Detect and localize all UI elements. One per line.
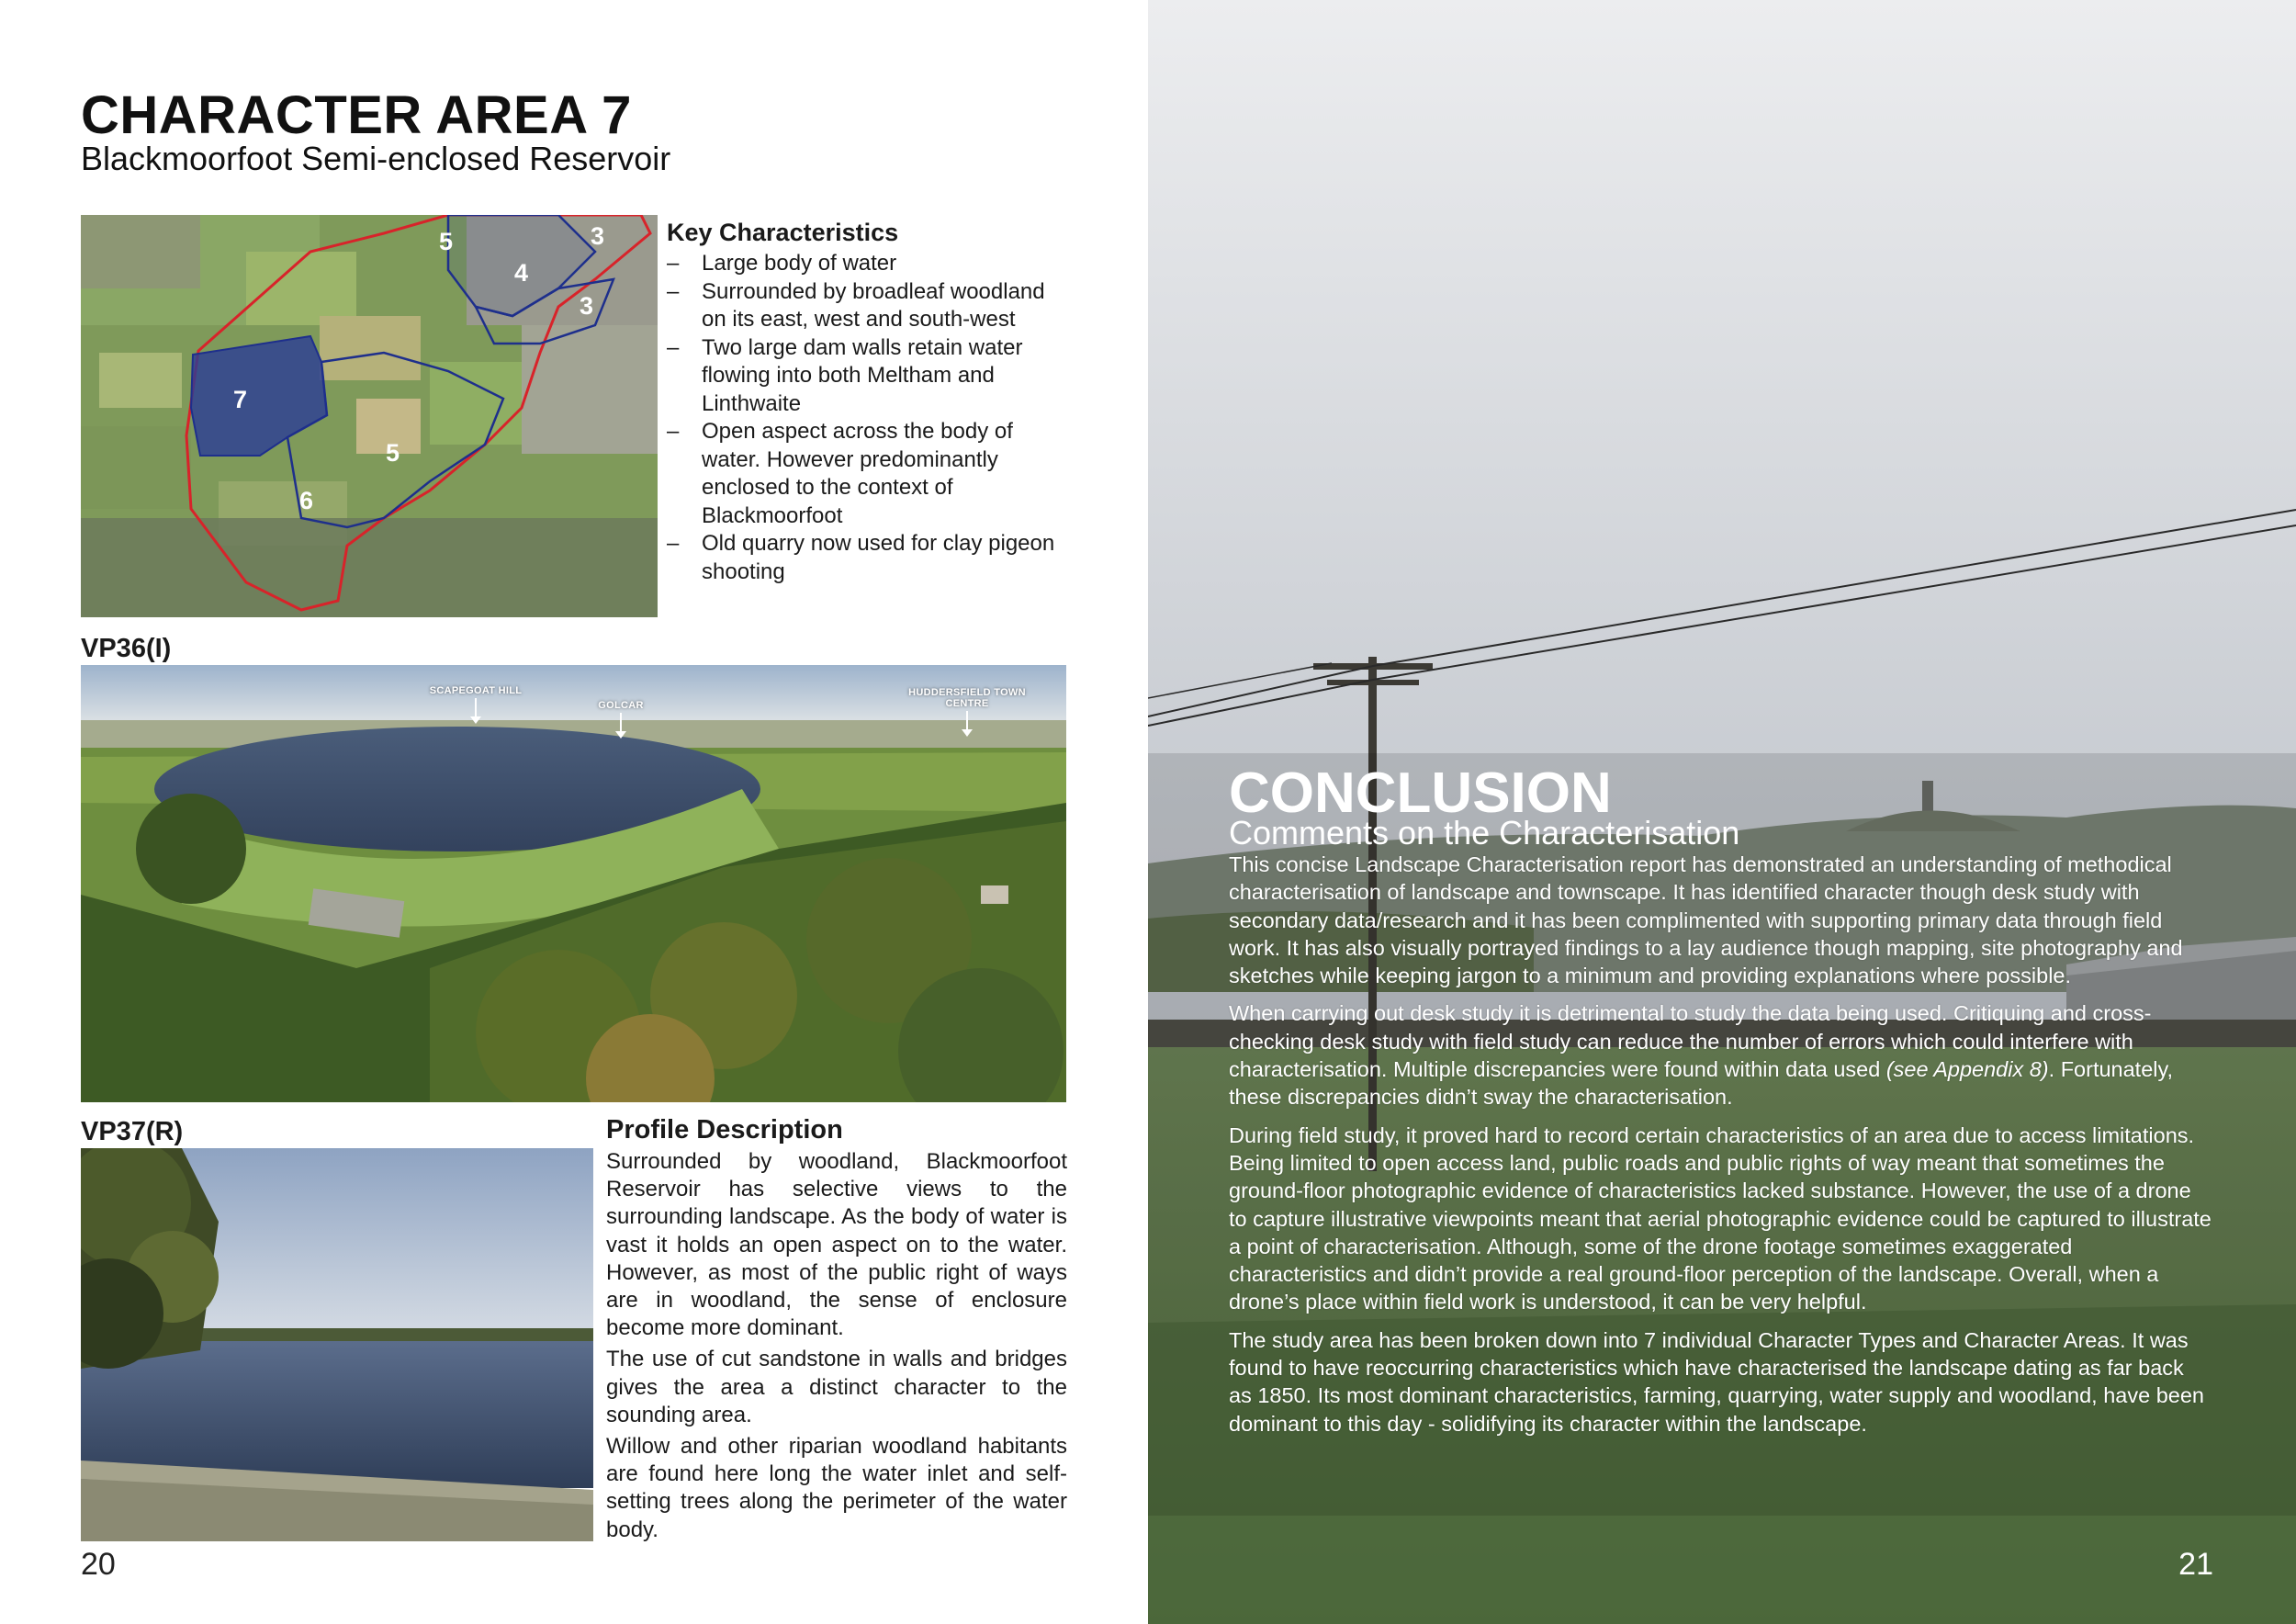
list-item: – Two large dam walls retain water flowing into both Meltham and Linthwaite: [667, 334, 1071, 419]
conclusion-subtitle: Comments on the Characterisation: [1229, 814, 1740, 851]
map-label-5-top: 5: [439, 228, 454, 255]
profile-paragraph: Surrounded by woodland, Blackmoorfoot Reservoir has selective views to the surrounding landscape. As the body of water is vast it holds an open aspect on to the water. However, as most of the public right of ways are in woodland, the sense of enclosure become more dominant.: [606, 1149, 1067, 1341]
conclusion-paragraph: This concise Landscape Characterisation report has demonstrated an understanding of methodical characterisation of landscape and townscape. It has identified character though desk study with secondary data/research and it has been complimented with supporting primary data through field work. It has also visually portrayed findings to a lay audience though mapping, site photography and sketches while keeping jargon to a minimum and providing explanations where possible.: [1229, 852, 2183, 988]
vp36-aerial-photo: [81, 665, 1066, 1102]
profile-description-heading: Profile Description: [606, 1115, 843, 1145]
annotation-label: SCAPEGOAT HILL: [429, 685, 523, 696]
vp37-photo: [81, 1148, 593, 1541]
profile-paragraph: The use of cut sandstone in walls and bridges gives the area a distinct character to the sounding area.: [606, 1347, 1067, 1427]
map-label-6: 6: [299, 487, 314, 514]
conclusion-paragraph: The study area has been broken down into 7 individual Character Types and Character Areas. It was found to have reoccurring characteristics which have characterised the landscape dating as far back as 1850. Its most dominant characteristics, farming, quarrying, water supply and woodland, have been dominant to this day - solidifying its character within the landscape.: [1229, 1327, 2204, 1436]
profile-paragraph: Willow and other riparian woodland habitants are found here long the water inlet and self-setting trees along the perimeter of the water body.: [606, 1434, 1067, 1542]
page-number-left: 20: [81, 1547, 116, 1582]
right-page: [1148, 0, 2296, 1624]
conclusion-title: CONCLUSION: [1229, 761, 1612, 825]
appendix-reference: (see Appendix 8): [1885, 1057, 2049, 1082]
annotation-label: GOLCAR: [598, 700, 644, 711]
down-arrow-icon: [475, 698, 477, 718]
character-area-subtitle: Blackmoorfoot Semi-enclosed Reservoir: [81, 140, 671, 177]
down-arrow-icon: [620, 713, 622, 733]
profile-description-body: [606, 1148, 1067, 1548]
list-item: – Open aspect across the body of water. However predominantly enclosed to the context of Blackmoorfoot: [667, 418, 1071, 530]
map-label-3-mid: 3: [580, 292, 594, 320]
character-area-title: CHARACTER AREA 7: [81, 85, 632, 145]
map-label-7: 7: [233, 386, 248, 413]
key-characteristics-list: [667, 250, 1071, 586]
paragraph-text: When carrying out desk study it is detrimental to study the data being used. Critiquing and cross-checking desk study with field study can reduce the number of errors which could interfere with characterisation. Multiple discrepancies were found within data used: [1229, 1001, 2152, 1082]
list-item: – Old quarry now used for clay pigeon shooting: [667, 530, 1071, 586]
map-label-5-lower: 5: [386, 439, 400, 467]
map-label-4: 4: [514, 259, 529, 287]
vp36-label: VP36(I): [81, 634, 172, 663]
annotation-golcar: [584, 700, 658, 733]
character-area-map: [81, 215, 658, 617]
vp37-label: VP37(R): [81, 1117, 184, 1146]
key-characteristics-heading: Key Characteristics: [667, 219, 899, 246]
paragraph-text: . Fortunately, these discrepancies didn’t sway the characterisation.: [1229, 1057, 2174, 1110]
down-arrow-icon: [966, 711, 968, 731]
conclusion-paragraph: [1229, 999, 2212, 1111]
conclusion-body: [1229, 851, 2212, 1448]
conclusion-paragraph: During field study, it proved hard to record certain characteristics of an area due to access limitations. Being limited to open access land, public roads and public rights of way meant that sometimes the ground-floor photographic evidence of characteristics lacked substance. However, the use of a drone to capture illustrative viewpoints meant that aerial photographic evidence could be captured to illustrate a point of characterisation. Although, some of the drone footage sometimes exaggerated characteristics and didn’t provide a real ground-floor perception of the landscape. Overall, when a drone’s place within field work is understood, it can be very helpful.: [1229, 1122, 2212, 1314]
list-item: – Surrounded by broadleaf woodland on its east, west and south-west: [667, 278, 1071, 334]
page-number-right: 21: [2178, 1547, 2213, 1582]
list-item: – Large body of water: [667, 250, 1071, 278]
annotation-huddersfield: [898, 687, 1036, 731]
map-label-3-top: 3: [591, 222, 605, 250]
annotation-label: HUDDERSFIELD TOWN CENTRE: [908, 687, 1026, 709]
annotation-scapegoat-hill: [421, 685, 531, 718]
